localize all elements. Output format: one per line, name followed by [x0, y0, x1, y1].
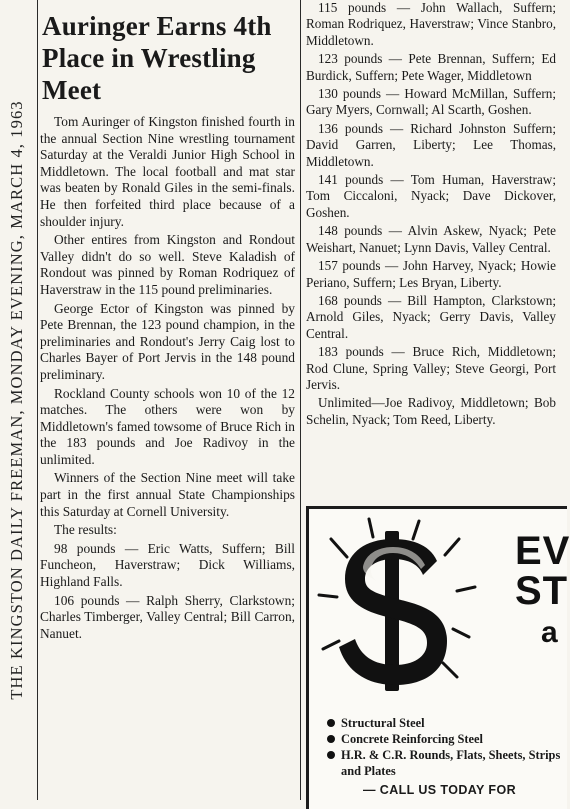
- result-entry: Unlimited—Joe Radivoy, Middletown; Bob Schelin, Nyack; Tom Reed, Liberty.: [306, 395, 556, 427]
- bullet-icon: [327, 735, 335, 743]
- steel-advertisement: [306, 506, 570, 809]
- ad-product-item: Concrete Reinforcing Steel: [327, 731, 567, 747]
- bullet-icon: [327, 751, 335, 759]
- ad-headline-line-3: a: [541, 616, 559, 649]
- result-entry: 123 pounds — Pete Brennan, Suffern; Ed Burdick, Suffern; Pete Wager, Middletown: [306, 51, 556, 83]
- article-column-1: [40, 4, 295, 800]
- result-entry: 148 pounds — Alvin Askew, Nyack; Pete Weishart, Nanuet; Lynn Davis, Valley Central.: [306, 223, 556, 255]
- masthead-text: THE KINGSTON DAILY FREEMAN, MONDAY EVENING, MARCH 4, 1963: [7, 100, 26, 700]
- article-paragraph: Winners of the Section Nine meet will take part in the first annual State Championships this Saturday at Cornell University.: [40, 470, 295, 519]
- bullet-icon: [327, 719, 335, 727]
- result-entry: 157 pounds — John Harvey, Nyack; Howie Periano, Suffern; Les Bryan, Liberty.: [306, 258, 556, 290]
- masthead: [0, 0, 34, 800]
- article-headline: Auringer Earns 4th Place in Wrestling Meet: [42, 11, 272, 105]
- article-paragraph: Tom Auringer of Kingston finished fourth in the annual Section Nine wrestling tournament Saturday at the Veraldi Junior High School in Middletown. The local football and mat star was beaten by Ronald Giles in the semi-finals. He then forfeited third place because of a shoulder injury.: [40, 114, 295, 229]
- ad-call-to-action: — CALL US TODAY FOR: [363, 783, 516, 797]
- result-entry: 130 pounds — Howard McMillan, Suffern; Gary Myers, Cornwall; Al Scarth, Goshen.: [306, 86, 556, 118]
- result-entry: 98 pounds — Eric Watts, Suffern; Bill Funcheon, Haverstraw; Dick Williams, Highland Falls.: [40, 540, 295, 590]
- ad-product-item: H.R. & C.R. Rounds, Flats, Sheets, Strips and Plates: [327, 747, 567, 779]
- result-entry: 168 pounds — Bill Hampton, Clarkstown; Arnold Giles, Nyack; Gerry Davis, Valley Central.: [306, 292, 556, 341]
- result-entry: 136 pounds — Richard Johnston Suffern; David Garren, Liberty; Lee Thomas, Middletown.: [306, 120, 556, 169]
- result-entry: 183 pounds — Bruce Rich, Middletown; Rod Clune, Spring Valley; Steve Georgi, Port Jervis.: [306, 344, 556, 392]
- result-entry: 141 pounds — Tom Human, Haverstraw; Tom Ciccaloni, Nyack; Dave Dickover, Goshen.: [306, 172, 556, 220]
- article-paragraph: Other entires from Kingston and Rondout Valley didn't do so well. Steve Kaladish of Rondout was pinned by Roman Rodriquez of Haverstraw in the 115 pound preliminaries.: [40, 232, 295, 297]
- ad-product-item: Structural Steel: [327, 715, 567, 731]
- ad-headline-line-2: ST: [515, 569, 569, 613]
- column-rule-left: [37, 0, 38, 800]
- article-column-2: [306, 0, 556, 500]
- article-paragraph: Rockland County schools won 10 of the 12 matches. The others were won by Middletown's famed towsome of Bruce Rich in the 183 pounds and Joe Radivoy in the unlimited.: [40, 385, 295, 467]
- result-entry: 106 pounds — Ralph Sherry, Clarkstown; Charles Timberger, Valley Central; Bill Carron, Nanuet.: [40, 592, 295, 641]
- ad-product-list: [327, 715, 567, 779]
- results-heading: The results:: [54, 522, 117, 538]
- column-rule-middle: [300, 0, 301, 800]
- article-paragraph: George Ector of Kingston was pinned by Pete Brennan, the 123 pound champion, in the preliminaries and Rondout's Jerry Caig lost to Charles Bayer of Port Jervis in the 148 pound preliminary.: [40, 300, 295, 382]
- result-entry: 115 pounds — John Wallach, Suffern; Roman Rodriquez, Haverstraw; Vince Stanbro, Middletown.: [306, 0, 556, 48]
- ad-headline-line-1: EV: [515, 529, 570, 573]
